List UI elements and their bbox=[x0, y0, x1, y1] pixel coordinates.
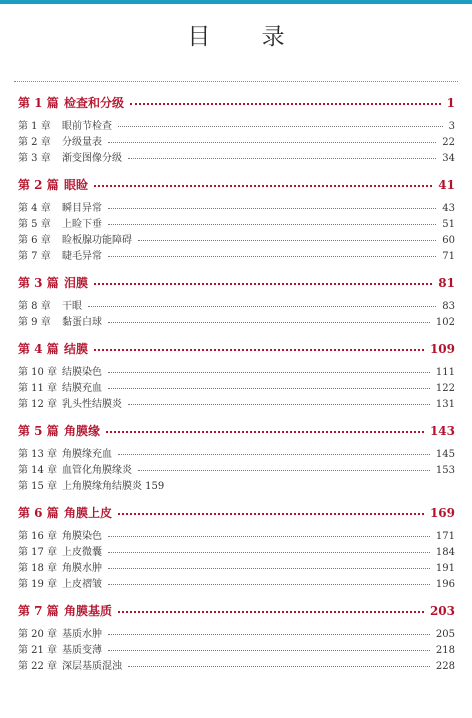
leader-dots bbox=[108, 545, 430, 553]
leader-dots bbox=[118, 447, 430, 455]
chapter-page-number: 153 bbox=[435, 465, 455, 476]
part-page-number: 143 bbox=[429, 424, 455, 438]
leader-dots bbox=[108, 365, 430, 373]
leader-dots bbox=[94, 275, 432, 285]
chapter-number: 第 18 章 bbox=[18, 563, 58, 574]
part-page-number: 41 bbox=[438, 178, 455, 192]
toc-part-entry[interactable] bbox=[18, 504, 455, 522]
chapter-title: 血管化角膜缘炎 bbox=[62, 465, 132, 476]
toc-chapter-entry[interactable] bbox=[18, 119, 455, 135]
chapter-title: 基质水肿 bbox=[62, 629, 102, 640]
toc-chapter-entry[interactable] bbox=[18, 529, 455, 545]
chapter-number: 第 2 章 bbox=[18, 137, 51, 148]
chapter-page-number: 171 bbox=[435, 531, 455, 542]
title-divider bbox=[14, 81, 458, 82]
leader-dots bbox=[108, 627, 430, 635]
chapter-title: 干眼 bbox=[62, 301, 82, 312]
part-number: 第 2 篇 bbox=[18, 178, 59, 192]
leader-dots bbox=[138, 233, 436, 241]
chapter-page-number: 60 bbox=[442, 235, 455, 246]
chapter-number: 第 19 章 bbox=[18, 579, 58, 590]
leader-dots bbox=[108, 201, 436, 209]
chapter-title: 睫毛异常 bbox=[62, 251, 102, 262]
part-number: 第 7 篇 bbox=[18, 604, 59, 618]
chapter-page-number: 111 bbox=[435, 367, 455, 378]
toc-chapter-entry[interactable] bbox=[18, 217, 455, 233]
table-of-contents bbox=[18, 94, 455, 675]
part-title: 眼睑 bbox=[64, 178, 89, 192]
toc-chapter-entry[interactable] bbox=[18, 577, 455, 593]
toc-chapter-entry[interactable] bbox=[18, 151, 455, 167]
chapter-title: 渐变图像分级 bbox=[62, 153, 122, 164]
chapter-page-number: 51 bbox=[442, 219, 455, 230]
toc-part-entry[interactable] bbox=[18, 94, 455, 112]
leader-dots bbox=[138, 463, 430, 471]
chapter-number: 第 15 章 bbox=[18, 481, 58, 492]
toc-part-entry[interactable] bbox=[18, 340, 455, 358]
leader-dots bbox=[108, 315, 430, 323]
leader-dots bbox=[118, 603, 424, 613]
part-page-number: 109 bbox=[429, 342, 455, 356]
chapter-number: 第 16 章 bbox=[18, 531, 58, 542]
leader-dots bbox=[170, 480, 449, 487]
chapter-title: 基质变薄 bbox=[62, 645, 102, 656]
chapter-page-number: 22 bbox=[442, 137, 455, 148]
part-number: 第 1 篇 bbox=[18, 96, 59, 110]
chapter-page-number: 131 bbox=[435, 399, 455, 410]
chapter-page-number: 184 bbox=[435, 547, 455, 558]
chapter-title: 上皮微囊 bbox=[62, 547, 102, 558]
chapter-title: 结膜染色 bbox=[62, 367, 102, 378]
toc-chapter-entry[interactable] bbox=[18, 479, 455, 495]
chapter-page-number: 102 bbox=[435, 317, 455, 328]
leader-dots bbox=[128, 659, 430, 667]
toc-chapter-entry[interactable] bbox=[18, 627, 455, 643]
chapter-number: 第 17 章 bbox=[18, 547, 58, 558]
toc-chapter-entry[interactable] bbox=[18, 463, 455, 479]
chapter-page-number: 196 bbox=[435, 579, 455, 590]
leader-dots bbox=[128, 397, 430, 405]
toc-chapter-entry[interactable] bbox=[18, 643, 455, 659]
chapter-page-number: 71 bbox=[442, 251, 455, 262]
chapter-title: 分级量表 bbox=[62, 137, 102, 148]
chapter-title: 睑板腺功能障碍 bbox=[62, 235, 132, 246]
leader-dots bbox=[108, 381, 430, 389]
part-page-number: 81 bbox=[438, 276, 455, 290]
chapter-page-number: 83 bbox=[442, 301, 455, 312]
chapter-number: 第 13 章 bbox=[18, 449, 58, 460]
leader-dots bbox=[108, 561, 430, 569]
chapter-number: 第 9 章 bbox=[18, 317, 51, 328]
chapter-title: 结膜充血 bbox=[62, 383, 102, 394]
leader-dots bbox=[108, 249, 436, 257]
chapter-number: 第 1 章 bbox=[18, 121, 51, 132]
leader-dots bbox=[118, 505, 424, 515]
part-title: 结膜 bbox=[64, 342, 89, 356]
leader-dots bbox=[94, 177, 432, 187]
leader-dots bbox=[108, 135, 436, 143]
part-page-number: 1 bbox=[446, 96, 455, 110]
chapter-title: 角膜缘充血 bbox=[62, 449, 112, 460]
leader-dots bbox=[128, 151, 436, 159]
chapter-title: 深层基质混浊 bbox=[62, 661, 122, 672]
toc-part-entry[interactable] bbox=[18, 274, 455, 292]
chapter-page-number: 3 bbox=[448, 121, 455, 132]
chapter-page-number: 34 bbox=[442, 153, 455, 164]
toc-part-entry[interactable] bbox=[18, 602, 455, 620]
chapter-title: 上睑下垂 bbox=[62, 219, 102, 230]
chapter-page-number: 228 bbox=[435, 661, 455, 672]
chapter-page-number: 191 bbox=[435, 563, 455, 574]
leader-dots bbox=[108, 529, 430, 537]
chapter-number: 第 10 章 bbox=[18, 367, 58, 378]
leader-dots bbox=[88, 299, 436, 307]
toc-chapter-entry[interactable] bbox=[18, 545, 455, 561]
leader-dots bbox=[130, 95, 441, 105]
part-number: 第 3 篇 bbox=[18, 276, 59, 290]
chapter-number: 第 5 章 bbox=[18, 219, 51, 230]
leader-dots bbox=[108, 577, 430, 585]
part-page-number: 169 bbox=[429, 506, 455, 520]
part-number: 第 5 篇 bbox=[18, 424, 59, 438]
chapter-page-number: 122 bbox=[435, 383, 455, 394]
chapter-page-number: 145 bbox=[435, 449, 455, 460]
chapter-title: 上角膜缘角结膜炎 159 bbox=[62, 481, 165, 492]
chapter-title: 上皮褶皱 bbox=[62, 579, 102, 590]
toc-chapter-entry[interactable] bbox=[18, 233, 455, 249]
chapter-number: 第 22 章 bbox=[18, 661, 58, 672]
chapter-page-number: 43 bbox=[442, 203, 455, 214]
chapter-title: 眼前节检查 bbox=[62, 121, 112, 132]
toc-chapter-entry[interactable] bbox=[18, 397, 455, 413]
toc-chapter-entry[interactable] bbox=[18, 381, 455, 397]
chapter-number: 第 11 章 bbox=[18, 383, 58, 394]
toc-chapter-entry[interactable] bbox=[18, 659, 455, 675]
toc-chapter-entry[interactable] bbox=[18, 447, 455, 463]
part-number: 第 6 篇 bbox=[18, 506, 59, 520]
top-accent-bar bbox=[0, 0, 472, 4]
chapter-title: 瞬目异常 bbox=[62, 203, 102, 214]
part-page-number: 203 bbox=[429, 604, 455, 618]
leader-dots bbox=[108, 643, 430, 651]
toc-chapter-entry[interactable] bbox=[18, 315, 455, 331]
chapter-number: 第 4 章 bbox=[18, 203, 51, 214]
chapter-number: 第 7 章 bbox=[18, 251, 51, 262]
toc-part-entry[interactable] bbox=[18, 422, 455, 440]
part-title: 角膜基质 bbox=[64, 604, 113, 618]
toc-chapter-entry[interactable] bbox=[18, 561, 455, 577]
toc-chapter-entry[interactable] bbox=[18, 135, 455, 151]
chapter-title: 乳头性结膜炎 bbox=[62, 399, 122, 410]
chapter-number: 第 6 章 bbox=[18, 235, 51, 246]
toc-chapter-entry[interactable] bbox=[18, 201, 455, 217]
toc-part-entry[interactable] bbox=[18, 176, 455, 194]
page-title: 目 录 bbox=[187, 24, 307, 50]
part-number: 第 4 篇 bbox=[18, 342, 59, 356]
chapter-number: 第 21 章 bbox=[18, 645, 58, 656]
part-title: 泪膜 bbox=[64, 276, 89, 290]
chapter-title: 角膜水肿 bbox=[62, 563, 102, 574]
chapter-page-number: 205 bbox=[435, 629, 455, 640]
chapter-number: 第 3 章 bbox=[18, 153, 51, 164]
part-title: 检查和分级 bbox=[64, 96, 125, 110]
chapter-number: 第 8 章 bbox=[18, 301, 51, 312]
chapter-number: 第 20 章 bbox=[18, 629, 58, 640]
chapter-number: 第 14 章 bbox=[18, 465, 58, 476]
part-title: 角膜缘 bbox=[64, 424, 101, 438]
toc-chapter-entry[interactable] bbox=[18, 249, 455, 265]
leader-dots bbox=[94, 341, 424, 351]
chapter-number: 第 12 章 bbox=[18, 399, 58, 410]
leader-dots bbox=[106, 423, 424, 433]
leader-dots bbox=[108, 217, 436, 225]
toc-chapter-entry[interactable] bbox=[18, 299, 455, 315]
part-title: 角膜上皮 bbox=[64, 506, 113, 520]
toc-chapter-entry[interactable] bbox=[18, 365, 455, 381]
chapter-page-number: 218 bbox=[435, 645, 455, 656]
chapter-title: 黏蛋白球 bbox=[62, 317, 102, 328]
leader-dots bbox=[118, 119, 443, 127]
chapter-title: 角膜染色 bbox=[62, 531, 102, 542]
